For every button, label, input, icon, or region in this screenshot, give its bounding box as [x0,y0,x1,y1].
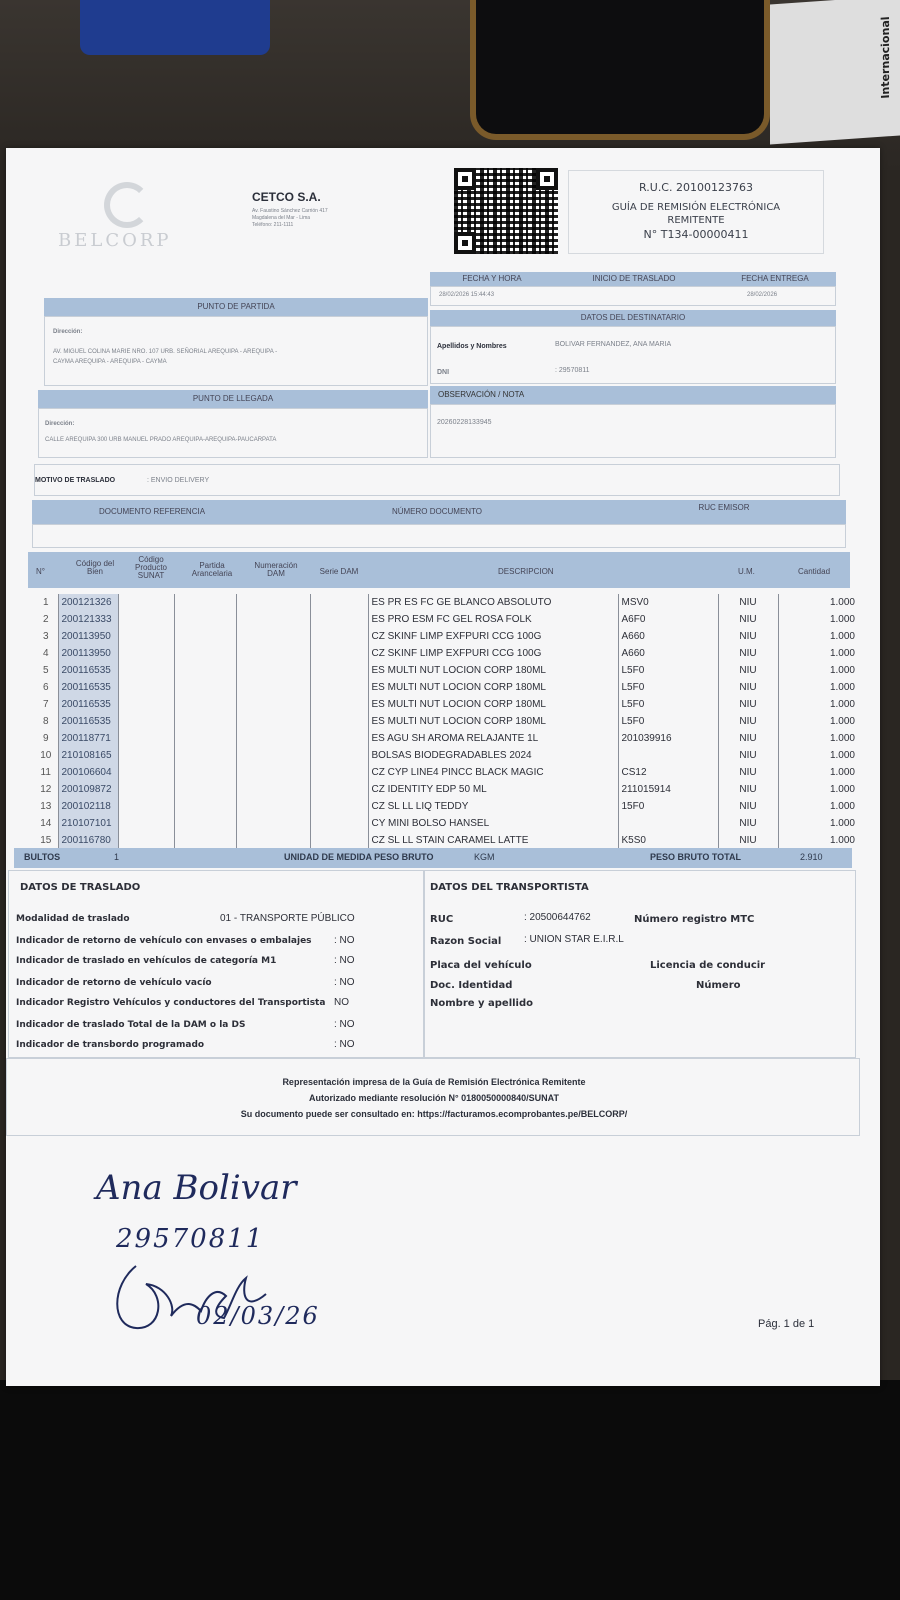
table-row [34,696,858,713]
doc-title: GUÍA DE REMISIÓN ELECTRÓNICA [611,202,781,213]
item-number: 6 [42,682,49,693]
table-row [34,679,858,696]
item-dam [236,594,310,611]
item-lot: CS12 [618,764,718,781]
recipient-name-label: Apellidos y Nombres [437,343,507,350]
item-qty: 1.000 [778,594,858,611]
item-dam [236,696,310,713]
item-sunat [118,594,174,611]
item-lot: K5S0 [618,832,718,849]
table-row [34,764,858,781]
handwritten-name: Ana Bolivar [96,1168,297,1208]
item-number: 11 [40,767,51,778]
item-lot: 15F0 [618,798,718,815]
transfer-row-label: Indicador Registro Vehículos y conductores del Transportista [16,998,326,1008]
item-serie [310,781,368,798]
item-dam [236,628,310,645]
weight-value: 2.910 [800,852,823,862]
item-serie [310,611,368,628]
item-code: 200121326 [58,594,118,611]
origin-title: PUNTO DE PARTIDA [44,298,428,316]
item-serie [310,645,368,662]
item-partida [174,798,236,815]
carrier-name-label: Nombre y apellido [430,998,534,1009]
item-um: NIU [718,645,778,662]
bultos-label: BULTOS [24,852,61,862]
item-serie [310,764,368,781]
transfer-row-value: NO [334,997,349,1008]
item-lot: L5F0 [618,679,718,696]
item-code: 200102118 [58,798,118,815]
totals-band [14,848,852,868]
item-sunat [118,713,174,730]
item-partida [174,611,236,628]
item-sunat [118,747,174,764]
item-number: 10 [40,750,52,761]
item-description: ES MULTI NUT LOCION CORP 180ML [368,713,618,730]
table-row [34,798,858,815]
item-qty: 1.000 [778,645,858,662]
arrival-address: CALLE AREQUIPA 300 URB MANUEL PRADO AREQUIPA-AREQUIPA-PAUCARPATA [45,437,277,443]
item-qty: 1.000 [778,781,858,798]
item-partida [174,832,236,849]
bultos-value: 1 [114,852,120,862]
carrier-ruc-label: RUC [430,914,454,925]
item-partida [174,628,236,645]
item-sunat [118,832,174,849]
transfer-row-value: : NO [334,955,355,966]
item-code: 200116780 [58,832,118,849]
item-number: 5 [42,665,49,676]
recipient-dni-value: : 29570811 [555,367,590,374]
document-sheet [6,148,880,1386]
dark-surface [0,1380,900,1600]
transfer-row-value: : NO [334,977,355,988]
item-lot [618,815,718,832]
item-um: NIU [718,747,778,764]
item-description: ES PR ES FC GE BLANCO ABSOLUTO [368,594,618,611]
reason-value: : ENVIO DELIVERY [147,477,210,484]
recipient-name-value: BOLIVAR FERNANDEZ, ANA MARIA [555,341,672,348]
issue-date: 28/02/2026 15:44:43 [439,292,495,298]
item-um: NIU [718,730,778,747]
item-number: 8 [42,716,49,727]
item-qty: 1.000 [778,696,858,713]
transfer-row-label: Indicador de traslado en vehículos de categoría M1 [16,956,277,966]
reason-box [34,464,840,496]
item-qty: 1.000 [778,747,858,764]
item-lot [618,747,718,764]
item-um: NIU [718,815,778,832]
footer-line-3: Su documento puede ser consultado en: https://facturamos.ecomprobantes.pe/BELCORP/ [240,1109,628,1119]
item-dam [236,832,310,849]
item-lot: A660 [618,645,718,662]
item-um: NIU [718,781,778,798]
footer-line-1: Representación impresa de la Guía de Remisión Electrónica Remitente [282,1077,586,1087]
recipient-box [430,326,836,384]
doc-number: N° T134-00000411 [643,228,749,241]
item-sunat [118,679,174,696]
item-sunat [118,764,174,781]
item-serie [310,730,368,747]
item-lot: L5F0 [618,662,718,679]
item-code: 200116535 [58,662,118,679]
item-dam [236,781,310,798]
table-row [34,611,858,628]
item-qty: 1.000 [778,628,858,645]
item-description: ES MULTI NUT LOCION CORP 180ML [368,696,618,713]
item-code: 200116535 [58,679,118,696]
transfer-row-value: 01 - TRANSPORTE PÚBLICO [220,913,355,924]
item-lot: A6F0 [618,611,718,628]
company-name: CETCO S.A. [252,190,321,204]
item-sunat [118,662,174,679]
weight-label: PESO BRUTO TOTAL [650,852,742,862]
item-partida [174,645,236,662]
item-partida [174,764,236,781]
item-qty: 1.000 [778,611,858,628]
item-partida [174,815,236,832]
item-qty: 1.000 [778,679,858,696]
item-dam [236,730,310,747]
origin-dir-label: Dirección: [53,329,83,335]
refdocs-row [32,524,846,548]
item-description: ES PRO ESM FC GEL ROSA FOLK [368,611,618,628]
item-description: CZ IDENTITY EDP 50 ML [368,781,618,798]
transfer-row-label: Indicador de retorno de vehículo con envases o embalajes [16,936,312,946]
item-sunat [118,628,174,645]
items-header: N° Código del Bien Código Producto SUNAT Partida Arancelaria Numeración DAM Serie DAM DESCRIPCION U.M. Cantidad [28,552,850,588]
item-um: NIU [718,662,778,679]
unit-value: KGM [474,852,495,862]
item-number: 1 [42,597,49,608]
item-sunat [118,611,174,628]
carrier-mtc-label: Número registro MTC [634,914,755,925]
item-serie [310,747,368,764]
item-lot: 201039916 [618,730,718,747]
item-number: 14 [40,818,52,829]
page-number: Pág. 1 de 1 [758,1318,815,1330]
item-description: BOLSAS BIODEGRADABLES 2024 [368,747,618,764]
reason-label: MOTIVO DE TRASLADO [35,477,116,484]
side-paper [770,0,900,145]
recipient-dni-label: DNI [437,369,450,376]
table-row [34,832,858,849]
carrier-social-value: : UNION STAR E.I.R.L [524,934,624,945]
transfer-row-label: Modalidad de traslado [16,914,130,924]
item-description: ES MULTI NUT LOCION CORP 180ML [368,679,618,696]
item-description: ES AGU SH AROMA RELAJANTE 1L [368,730,618,747]
carrier-social-label: Razon Social [430,936,502,947]
item-lot: 211015914 [618,781,718,798]
item-number: 9 [42,733,49,744]
item-sunat [118,815,174,832]
item-code: 200118771 [58,730,118,747]
item-sunat [118,798,174,815]
item-serie [310,679,368,696]
item-dam [236,747,310,764]
carrier-title: DATOS DEL TRANSPORTISTA [430,882,589,893]
item-description: CZ SL LL STAIN CARAMEL LATTE [368,832,618,849]
item-number: 2 [42,614,49,625]
item-sunat [118,696,174,713]
item-partida [174,713,236,730]
item-description: CZ CYP LINE4 PINCC BLACK MAGIC [368,764,618,781]
carrier-ruc-value: : 20500644762 [524,912,591,923]
item-um: NIU [718,594,778,611]
item-partida [174,662,236,679]
carrier-plate-label: Placa del vehículo [430,960,532,971]
item-dam [236,815,310,832]
arrival-box [38,408,428,458]
item-code: 200116535 [58,713,118,730]
item-qty: 1.000 [778,798,858,815]
note-box [430,404,836,458]
item-um: NIU [718,764,778,781]
arrival-dir-label: Dirección: [45,421,75,427]
item-qty: 1.000 [778,832,858,849]
item-lot: L5F0 [618,713,718,730]
dates-header: FECHA Y HORA INICIO DE TRASLADO FECHA ENTREGA [430,272,836,286]
item-sunat [118,781,174,798]
origin-address-2: CAYMA AREQUIPA - AREQUIPA - CAYMA [53,359,167,365]
item-code: 210107101 [58,815,118,832]
item-code: 200106604 [58,764,118,781]
ruc-number: R.U.C. 20100123763 [639,181,753,194]
item-number: 13 [40,801,52,812]
item-dam [236,662,310,679]
item-lot: L5F0 [618,696,718,713]
qr-code [454,168,558,254]
item-code: 200116535 [58,696,118,713]
item-lot: MSV0 [618,594,718,611]
item-partida [174,747,236,764]
item-um: NIU [718,611,778,628]
item-description: ES MULTI NUT LOCION CORP 180ML [368,662,618,679]
item-description: CZ SL LL LIQ TEDDY [368,798,618,815]
transfer-row-value: : NO [334,935,355,946]
transfer-row-label: Indicador de traslado Total de la DAM o la DS [16,1020,246,1030]
item-number: 15 [40,835,52,846]
company-address: Av. Faustino Sánchez Carrión 417 Magdalena del Mar - Lima Teléfono: 211-1111 [252,208,328,228]
item-code: 200109872 [58,781,118,798]
item-serie [310,815,368,832]
item-number: 4 [42,648,49,659]
table-row [34,645,858,662]
ruc-box [568,170,824,254]
item-qty: 1.000 [778,815,858,832]
item-sunat [118,730,174,747]
item-partida [174,594,236,611]
item-serie [310,832,368,849]
delivery-date: 28/02/2026 [747,292,778,298]
item-serie [310,594,368,611]
footer-box [6,1058,860,1136]
item-lot: A660 [618,628,718,645]
table-row [34,781,858,798]
origin-address-1: AV. MIGUEL COLINA MARIE NRO. 107 URB. SEÑORIAL AREQUIPA - AREQUIPA - [53,349,278,355]
item-um: NIU [718,628,778,645]
item-partida [174,781,236,798]
item-partida [174,730,236,747]
item-code: 200113950 [58,628,118,645]
arrival-title: PUNTO DE LLEGADA [38,390,428,408]
item-um: NIU [718,713,778,730]
table-row [34,662,858,679]
item-dam [236,798,310,815]
item-qty: 1.000 [778,764,858,781]
table-row [34,815,858,832]
unit-label: UNIDAD DE MEDIDA PESO BRUTO [284,852,434,862]
transfer-row-label: Indicador de retorno de vehículo vacío [16,978,212,988]
item-code: 210108165 [58,747,118,764]
logo-text: BELCORP [58,230,172,251]
recipient-title: DATOS DEL DESTINATARIO [430,310,836,326]
handwritten-date: 02/03/26 [196,1302,320,1330]
side-paper-label: Internacional [879,16,892,100]
item-dam [236,679,310,696]
note-title: OBSERVACIÓN / NOTA [430,386,836,404]
item-serie [310,798,368,815]
transfer-row-value: : NO [334,1039,355,1050]
item-sunat [118,645,174,662]
belcorp-logo-icon [104,182,150,228]
item-qty: 1.000 [778,662,858,679]
item-qty: 1.000 [778,713,858,730]
transfer-title: DATOS DE TRASLADO [20,882,141,893]
item-dam [236,713,310,730]
note-value: 20260228133945 [437,419,492,426]
transfer-row-value: : NO [334,1019,355,1030]
table-row [34,713,858,730]
footer-line-2: Autorizado mediante resolución N° 0180050000840/SUNAT [308,1093,560,1103]
item-number: 12 [40,784,52,795]
table-row [34,730,858,747]
item-um: NIU [718,679,778,696]
item-um: NIU [718,798,778,815]
item-dam [236,764,310,781]
carrier-id-label: Doc. Identidad [430,980,513,991]
blue-object [80,0,270,55]
item-number: 7 [42,699,49,710]
doc-subtitle: REMITENTE [667,215,725,226]
item-serie [310,713,368,730]
item-qty: 1.000 [778,730,858,747]
dates-values [430,286,836,306]
item-partida [174,696,236,713]
table-row [34,628,858,645]
item-description: CY MINI BOLSO HANSEL [368,815,618,832]
item-description: CZ SKINF LIMP EXFPURI CCG 100G [368,628,618,645]
carrier-license-label: Licencia de conducir [650,960,766,971]
item-number: 3 [42,631,49,642]
item-code: 200113950 [58,645,118,662]
item-partida [174,679,236,696]
item-serie [310,628,368,645]
item-serie [310,696,368,713]
carrier-number-label: Número [696,980,741,991]
item-um: NIU [718,696,778,713]
item-code: 200121333 [58,611,118,628]
transfer-row-label: Indicador de transbordo programado [16,1040,205,1050]
handwritten-dni: 29570811 [116,1224,265,1254]
table-row [34,594,858,611]
item-description: CZ SKINF LIMP EXFPURI CCG 100G [368,645,618,662]
table-row [34,747,858,764]
origin-box [44,316,428,386]
items-table [34,594,858,849]
item-dam [236,645,310,662]
item-um: NIU [718,832,778,849]
smartphone [470,0,770,140]
item-dam [236,611,310,628]
refdocs-header: DOCUMENTO REFERENCIA NÚMERO DOCUMENTO RUC EMISOR [32,500,846,524]
item-serie [310,662,368,679]
